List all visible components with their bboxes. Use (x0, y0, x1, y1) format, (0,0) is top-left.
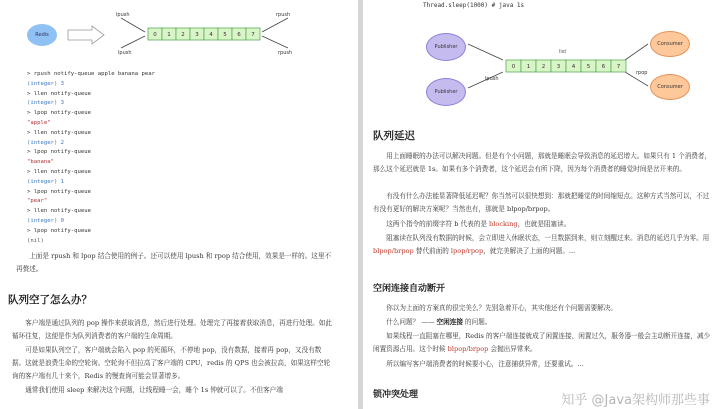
keyword-blocking: blocking (489, 220, 518, 228)
lpush-label: lpush (485, 76, 499, 82)
text: 阻塞读在队列没有数据的时候，会立即进入休眠状态，一旦数据到来，则立刻醒过来。消息的延迟几乎为零。用 (386, 234, 710, 242)
redis-label: Redis (35, 32, 49, 38)
rpush-in-arrow (262, 18, 288, 32)
queue-cell-label: 7 (251, 32, 255, 38)
redis-code-block (27, 70, 155, 246)
text: 的问题。 (462, 318, 492, 326)
publisher-label: Publisher (434, 44, 458, 50)
code-line: > lpop notify-queue (27, 227, 91, 234)
heading-lock-conflict: 锁冲突处理 (373, 390, 419, 400)
code-line: > lpop notify-queue (27, 110, 91, 117)
code-line: (integer) 3 (27, 100, 65, 107)
text: 会抛出异常来。 (488, 345, 537, 353)
watermark: 知乎 @Java架构师那些事 (561, 393, 710, 408)
lpush-out-arrow (121, 36, 145, 48)
para-catch-exception: 所以编写客户端消费者的时候要小心，注意捕获异常，还要重试。... (386, 360, 584, 368)
para-blocking (373, 218, 713, 231)
list-label: list (559, 49, 567, 55)
bold-idle-connection: 空闲连接 (436, 318, 463, 326)
text: 替代前面的 (413, 247, 451, 255)
text: ，也就是阻塞读。 (517, 220, 571, 228)
queue-cell-label: 7 (616, 64, 621, 70)
para-idle-disconnect (373, 330, 713, 356)
queue-cell-label: 4 (209, 32, 213, 38)
code-line: "apple" (27, 119, 51, 126)
queue-cell-label: 3 (195, 32, 199, 38)
lpush-in-arrow (121, 18, 145, 32)
para-delay: 用上面睡眠的办法可以解决问题。但是有个小问题，那就是睡眠会导致消息的延迟增大。如果只有 1 个消费者，那么这个延迟就是 1s。如果有多个消费者，这个延迟会有所下降，因为每个消费者的睡觉时间是岔开来的。 (373, 152, 712, 173)
queue-cells (148, 28, 260, 40)
para-sleep: 通常我们使用 sleep 来解决这个问题，让线程睡一会，睡个 1s 钟就可以了。不但客户端 (25, 386, 283, 394)
code-line: (integer) 2 (27, 139, 65, 146)
queue-cell-label: 2 (541, 64, 546, 70)
keyword-lpop: lpop/rpop (450, 247, 484, 255)
queue-cell-label: 5 (223, 32, 227, 38)
lpush-label-bottom: lpush (118, 50, 132, 56)
queue-cell-label: 0 (511, 64, 516, 70)
rpush-out-arrow (262, 36, 288, 48)
queue-cell-label: 1 (526, 64, 531, 70)
code-line: > lpop notify-queue (27, 188, 91, 195)
queue-cell-label: 6 (237, 32, 241, 38)
code-line: "banana" (27, 159, 54, 166)
code-line: (integer) 1 (27, 178, 65, 185)
consumer-node-1 (650, 31, 690, 57)
heading-queue-delay: 队列延迟 (373, 130, 415, 142)
code-line: > llen notify-queue (27, 168, 91, 175)
code-line: "pear" (27, 198, 48, 205)
consumer-label: Consumer (657, 41, 683, 47)
rpush-label-bottom: rpush (278, 50, 293, 56)
con1-arrow (625, 44, 648, 60)
code-line: (integer) 0 (27, 217, 65, 224)
para-pop-loop: 客户端是通过队列的 pop 操作来获取消息，然后进行处理。处理完了再接着获取消息，再进行处理。如此循环往复，这便是作为队列消费者的客户端的生命周期。 (12, 319, 332, 340)
list-cells (506, 60, 626, 72)
queue-cell-label: 2 (181, 32, 185, 38)
right-page (363, 0, 720, 409)
keyword-blpop: blpop/brpop (373, 247, 414, 255)
heading-idle-connection: 空闲连接自动断开 (373, 284, 446, 294)
publisher-node-2 (426, 78, 466, 106)
para-empty-polling: 可是如果队列空了，客户端就会陷入 pop 的死循环，不停地 pop，没有数据，接着再 pop，又没有数据。这就是浪费生命的空轮询。空轮询不但拉高了客户端的 CPU，redis 的 QPS 也会被拉高，如果这样空轮询的客户端有几十来个，Redis 的慢查询可能会显著增多。 (12, 346, 331, 380)
para-blocking-read (373, 232, 713, 258)
consumer-node-2 (650, 74, 690, 100)
para-reduce-delay: 有没有什么办法能显著降低延迟呢？你当然可以很快想到：那就把睡觉的时间缩短点。这种方式当然可以，不过有没有更好的解决方案呢？当然也有，那就是 blpop/brpop。 (373, 192, 710, 213)
queue-cell-label: 1 (167, 32, 171, 38)
para-rpush-lpop: 上面是 rpush 和 lpop 结合使用的例子。还可以使用 lpush 和 rpop 结合使用，效果是一样的。这里不再赘述。 (16, 252, 332, 273)
pub1-arrow (468, 44, 503, 60)
rpop-label: rpop (636, 70, 648, 76)
queue-cell-label: 6 (601, 64, 606, 70)
sleep-code-line: Thread.sleep(1000) # java 1s (423, 2, 525, 9)
code-line: (integer) 3 (27, 80, 65, 87)
text: 这两个指令的前缀字符 b 代表的是 (386, 220, 490, 228)
queue-cell-label: 5 (586, 64, 591, 70)
queue-diagram (0, 0, 358, 60)
transform-arrow (68, 26, 104, 44)
consumer-label: Consumer (657, 84, 683, 90)
publisher-node-1 (426, 33, 466, 61)
code-line: (nil) (27, 237, 44, 244)
rpush-label-top: rpush (276, 12, 291, 18)
text: ，就完美解决了上面的问题。... (483, 247, 576, 255)
para-what-problem (373, 316, 713, 329)
queue-cell-label: 0 (153, 32, 157, 38)
queue-cell-label: 4 (571, 64, 576, 70)
code-line: > lpop notify-queue (27, 149, 91, 156)
code-line: > llen notify-queue (27, 129, 91, 136)
text: 什么问题？ —— (386, 318, 437, 326)
code-line: > rpush notify-queue apple banana pear (27, 71, 155, 77)
code-line: > llen notify-queue (27, 90, 91, 97)
para-not-perfect: 你以为上面的方案真的很完美么？先别急着开心，其实他还有个问题需要解决。 (386, 304, 617, 312)
text: 如果线程一直阻塞在哪里，Redis 的客户端连接就成了闲置连接，闲置过久，服务器一般会主动断开连接，减少闲置资源占用。这个时候 (373, 332, 711, 353)
keyword-blpop-exception: blpop/brpop (447, 345, 489, 353)
code-line: > llen notify-queue (27, 208, 91, 215)
left-page (0, 0, 358, 409)
lpush-label-top: lpush (116, 12, 130, 18)
queue-cell-label: 3 (556, 64, 561, 70)
publisher-label: Publisher (434, 89, 458, 95)
heading-queue-empty: 队列空了怎么办？ (8, 294, 92, 306)
